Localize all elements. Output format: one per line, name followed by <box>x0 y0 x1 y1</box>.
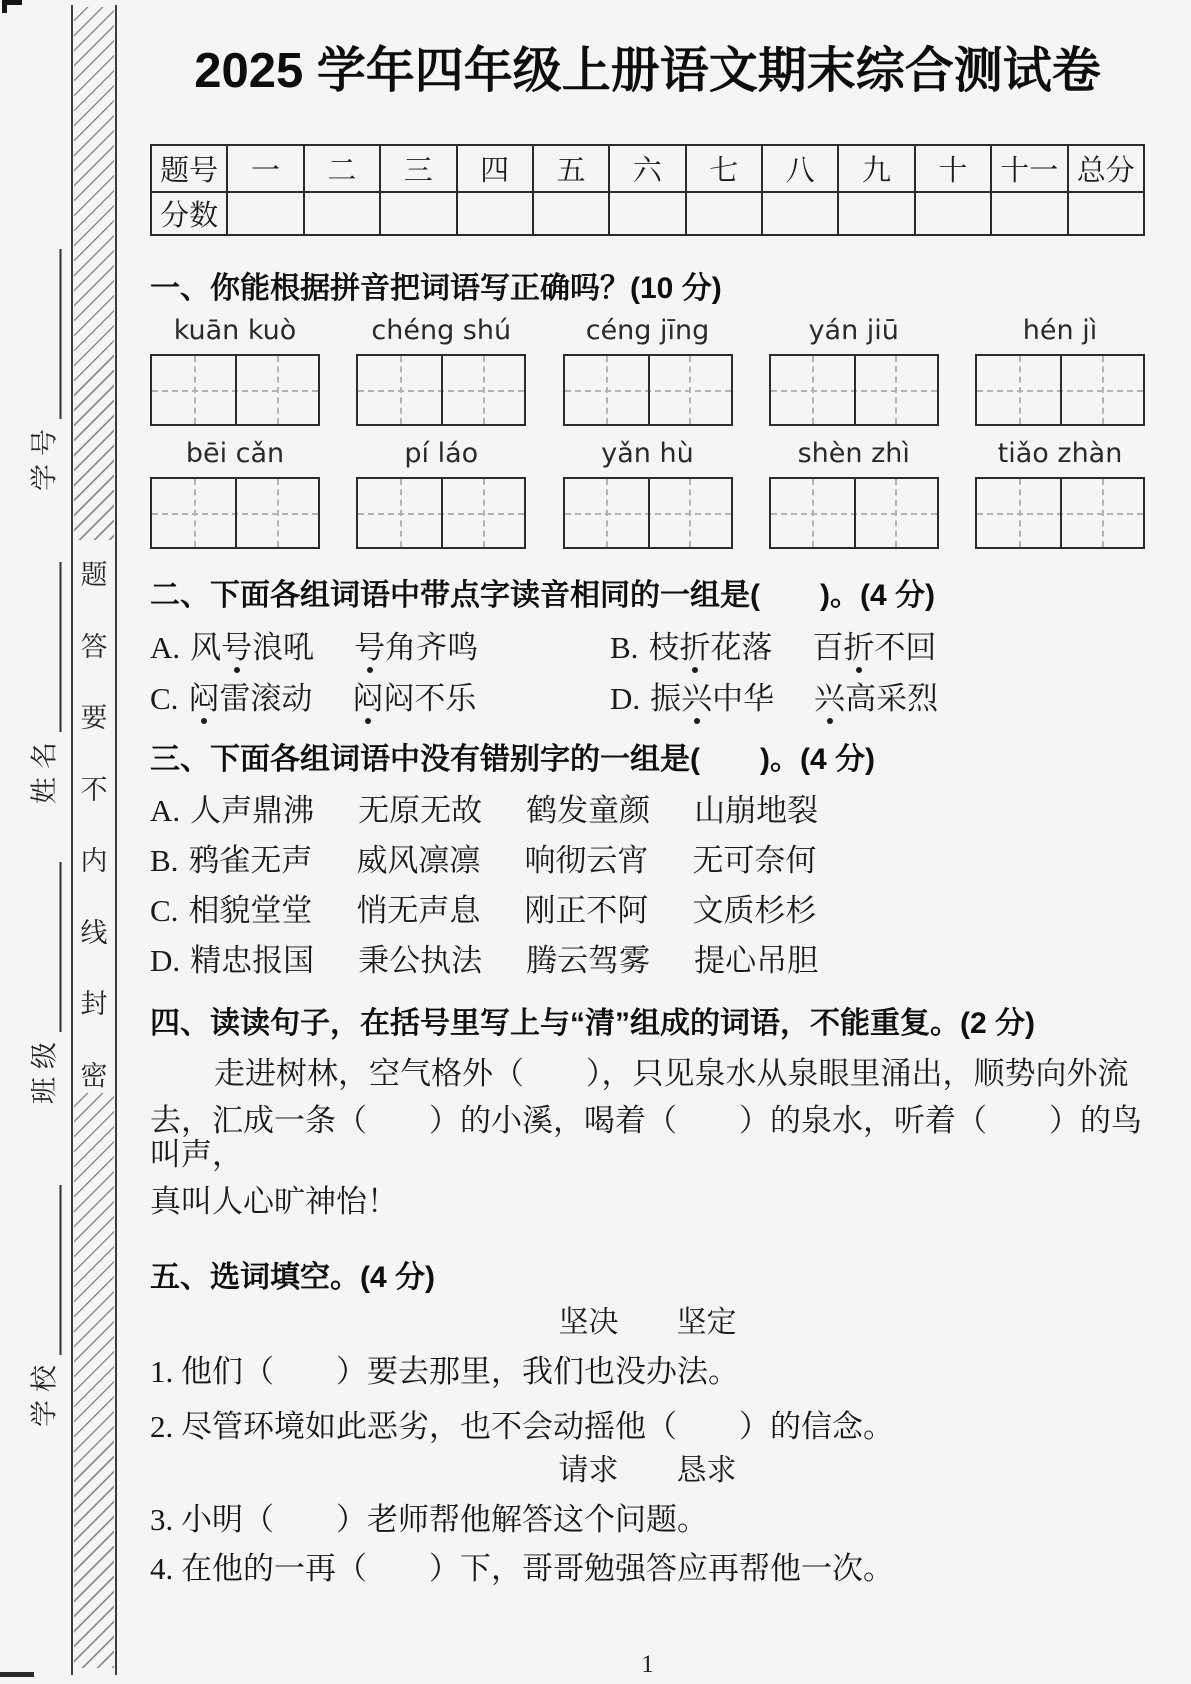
seal-char: 要 <box>80 703 108 734</box>
idiom: 无原无故 <box>358 793 483 828</box>
q3-option-b <box>150 844 1145 877</box>
pinyin-word: tiǎo zhàn <box>997 438 1123 469</box>
score-table-corner: 题号 <box>151 145 227 192</box>
pinyin-word: chéng shú <box>371 315 512 346</box>
option-text: 枝 <box>648 630 680 665</box>
q3-option-a <box>150 794 1145 827</box>
option-label: B. <box>610 630 639 665</box>
passage-line: 走进树林，空气格外（ ），只见泉水从泉眼里涌出，顺势向外流 <box>214 1056 1129 1091</box>
idiom: 人声鼎沸 <box>190 793 315 828</box>
writing-grid <box>356 477 526 549</box>
q2-option-a <box>150 631 610 664</box>
writing-grid <box>975 354 1145 426</box>
score-cell <box>609 192 685 235</box>
score-table-score-row <box>151 192 1144 235</box>
q5-item-4: 4. 在他的一再（ ）下，哥哥勉强答应再帮他一次。 <box>150 1551 894 1586</box>
pinyin-word: yán jiū <box>808 315 899 346</box>
option-label: B. <box>150 843 179 878</box>
score-cell <box>1068 192 1145 235</box>
dotted-char: 闷 <box>188 681 220 716</box>
idiom: 秉公执法 <box>358 943 483 978</box>
school-label: 学校 <box>29 1357 60 1427</box>
pinyin-word: hén jì <box>1022 315 1098 346</box>
q2-option-d <box>610 682 938 715</box>
q2-option-c <box>150 682 610 715</box>
score-cell <box>915 192 991 235</box>
score-col-header: 十 <box>915 145 991 192</box>
school-blank-line <box>54 1185 62 1355</box>
pinyin-word: kuān kuò <box>173 315 297 346</box>
score-col-header: 五 <box>533 145 609 192</box>
option-text: 浪吼 <box>252 630 315 665</box>
option-text: 雷滚动 <box>219 681 313 716</box>
score-col-header: 九 <box>838 145 914 192</box>
seal-char: 答 <box>80 631 108 662</box>
score-col-header: 四 <box>457 145 533 192</box>
pinyin-word: shèn zhì <box>797 438 910 469</box>
score-col-header: 一 <box>227 145 303 192</box>
idiom: 刚正不阿 <box>524 893 649 928</box>
seal-text-column <box>73 553 115 1093</box>
dotted-char: 折 <box>843 630 875 665</box>
q5-item-2: 2. 尽管环境如此恶劣，也不会动摇他（ ）的信念。 <box>150 1409 894 1444</box>
q2-heading: 二、下面各组词语中带点字读音相同的一组是( )。(4 分) <box>150 579 935 612</box>
writing-grid <box>769 354 939 426</box>
writing-grid <box>356 354 526 426</box>
option-label: A. <box>150 630 181 665</box>
dotted-char: 兴 <box>681 681 713 716</box>
dotted-char: 号 <box>221 630 253 665</box>
idiom: 提心吊胆 <box>694 943 819 978</box>
score-col-header: 二 <box>304 145 380 192</box>
scan-corner-mark-top-left <box>2 0 22 13</box>
page-title: 2025 学年四年级上册语文期末综合测试卷 <box>194 44 1101 98</box>
q3-heading: 三、下面各组词语中没有错别字的一组是( )。(4 分) <box>150 743 875 776</box>
school-field <box>23 1185 62 1427</box>
student-number-blank-line <box>54 249 62 419</box>
score-col-header: 七 <box>686 145 762 192</box>
choice-word: 坚决 <box>558 1306 619 1339</box>
option-text: 闷不乐 <box>383 681 477 716</box>
hatch-pattern-top <box>74 7 114 540</box>
dotted-char: 闷 <box>352 681 384 716</box>
q1-pinyin-row-1 <box>150 316 1145 346</box>
q5-word-pair-2 <box>150 1455 1145 1487</box>
option-text: 百 <box>812 630 844 665</box>
seal-char: 不 <box>80 774 108 805</box>
q1-heading: 一、你能根据拼音把词语写正确吗？(10 分) <box>150 272 722 305</box>
pinyin-word: yǎn hù <box>601 438 694 469</box>
idiom: 山崩地裂 <box>694 793 819 828</box>
student-name-field <box>23 562 62 804</box>
dotted-char: 兴 <box>814 681 846 716</box>
option-text: 中华 <box>712 681 775 716</box>
passage-line: 真叫人心旷神怡！ <box>150 1184 398 1219</box>
score-cell <box>838 192 914 235</box>
option-text: 花落 <box>710 630 773 665</box>
idiom: 无可奈何 <box>692 843 817 878</box>
exam-content <box>150 0 1145 1679</box>
score-cell <box>457 192 533 235</box>
seal-char: 线 <box>80 917 108 948</box>
seal-char: 题 <box>80 560 108 590</box>
q2-options-row-cd <box>150 682 1145 715</box>
option-label: C. <box>150 893 179 928</box>
pinyin-word: pí láo <box>404 438 479 469</box>
option-text: 角齐鸣 <box>385 630 479 665</box>
q2-options-row-ab <box>150 631 1145 664</box>
dotted-char: 折 <box>679 630 711 665</box>
writing-grid <box>150 354 320 426</box>
score-cell <box>304 192 380 235</box>
score-cell <box>762 192 838 235</box>
q2-option-b <box>610 631 936 664</box>
writing-grid <box>150 477 320 549</box>
class-blank-line <box>54 862 62 1032</box>
class-field <box>23 862 62 1104</box>
q3-option-c <box>150 894 1145 927</box>
idiom: 文质杉杉 <box>692 893 817 928</box>
score-col-header: 八 <box>762 145 838 192</box>
seal-line-band <box>71 5 117 1675</box>
q5-item-3: 3. 小明（ ）老师帮他解答这个问题。 <box>150 1502 708 1537</box>
score-col-header: 三 <box>380 145 456 192</box>
score-cell <box>991 192 1067 235</box>
option-text: 高采烈 <box>845 681 939 716</box>
scan-corner-mark-bottom-left <box>0 1672 34 1677</box>
choice-word: 恳求 <box>676 1454 737 1487</box>
score-col-header: 总分 <box>1068 145 1145 192</box>
writing-grid <box>563 477 733 549</box>
q1-writing-grid-row-1 <box>150 354 1145 426</box>
score-col-header: 十一 <box>991 145 1067 192</box>
q5-item-1: 1. 他们（ ）要去那里，我们也没办法。 <box>150 1354 739 1389</box>
student-name-blank-line <box>54 562 62 732</box>
hatch-pattern-bottom <box>74 1093 114 1668</box>
student-number-field <box>23 249 62 491</box>
score-cell <box>227 192 303 235</box>
score-cell <box>380 192 456 235</box>
writing-grid <box>769 477 939 549</box>
score-row-header: 分数 <box>151 192 227 235</box>
option-text: 不回 <box>874 630 937 665</box>
idiom: 鸦雀无声 <box>188 843 313 878</box>
seal-char: 内 <box>80 846 108 877</box>
idiom: 响彻云宵 <box>524 843 649 878</box>
option-text: 风 <box>190 630 222 665</box>
idiom: 相貌堂堂 <box>188 893 313 928</box>
idiom: 鹤发童颜 <box>526 793 651 828</box>
idiom: 威风凛凛 <box>356 843 481 878</box>
score-cell <box>533 192 609 235</box>
student-name-label: 姓名 <box>29 734 60 804</box>
seal-char: 封 <box>80 989 108 1020</box>
dotted-char: 号 <box>354 630 386 665</box>
q1-pinyin-row-2 <box>150 439 1145 469</box>
option-label: D. <box>610 681 641 716</box>
option-label: C. <box>150 681 179 716</box>
pinyin-word: bēi cǎn <box>185 438 285 469</box>
score-table-header-row <box>151 145 1144 192</box>
pinyin-word: céng jīng <box>585 315 710 346</box>
choice-word: 坚定 <box>676 1306 737 1339</box>
class-label: 班级 <box>29 1034 60 1104</box>
q5-heading: 五、选词填空。(4 分) <box>150 1261 435 1294</box>
score-cell <box>686 192 762 235</box>
q4-passage <box>150 1057 1145 1219</box>
idiom: 精忠报国 <box>190 943 315 978</box>
writing-grid <box>975 477 1145 549</box>
score-col-header: 六 <box>609 145 685 192</box>
student-number-label: 学号 <box>29 421 60 491</box>
passage-line: 去，汇成一条（ ）的小溪，喝着（ ）的泉水，听着（ ）的鸟叫声， <box>150 1103 1142 1172</box>
q4-heading: 四、读读句子，在括号里写上与“清”组成的词语，不能重复。(2 分) <box>150 1007 1035 1040</box>
score-table <box>150 144 1145 236</box>
q5-word-pair-1 <box>150 1307 1145 1339</box>
seal-char: 密 <box>80 1060 108 1091</box>
choice-word: 请求 <box>558 1454 619 1487</box>
q1-writing-grid-row-2 <box>150 477 1145 549</box>
idiom: 悄无声息 <box>356 893 481 928</box>
page-number: 1 <box>641 1651 654 1678</box>
option-label: A. <box>150 793 181 828</box>
idiom: 腾云驾雾 <box>526 943 651 978</box>
option-label: D. <box>150 943 181 978</box>
writing-grid <box>563 354 733 426</box>
q3-option-d <box>150 944 1145 977</box>
option-text: 振 <box>650 681 682 716</box>
